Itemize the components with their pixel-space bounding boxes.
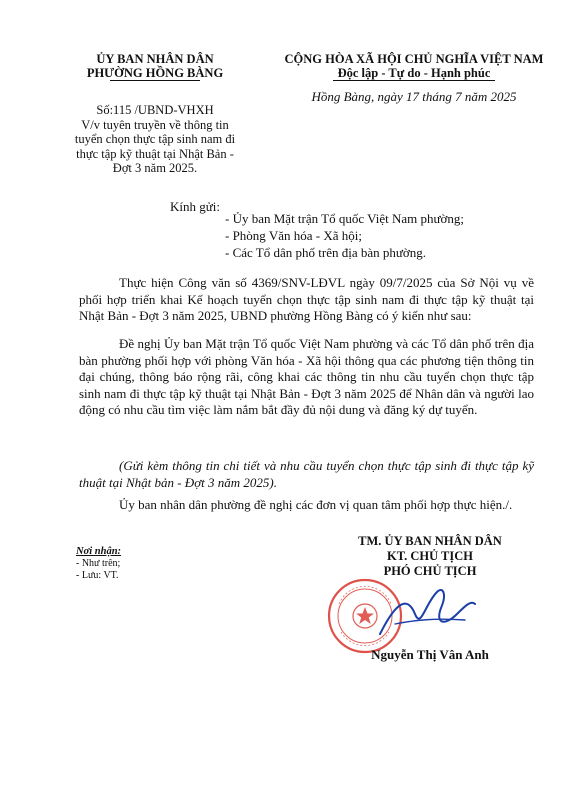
body-paragraph: Thực hiện Công văn số 4369/SNV-LĐVL ngày 09/7/2025 của Sở Nội vụ về phối hợp triển khai Kế hoạch tuyển chọn thực tập sinh nam đi thực tập kỹ thuật tại Nhật Bản - Đợt 3 năm 2025, UBND phường Hồng Bàng có ý kiến như sau:	[79, 275, 534, 323]
distribution-item: - Như trên;	[76, 558, 121, 569]
national-heading	[268, 52, 560, 80]
recipient-item: - Các Tổ dân phố trên địa bàn phường.	[225, 245, 427, 260]
body-paragraph: Đề nghị Ủy ban Mặt trận Tổ quốc Việt Nam phường và các Tổ dân phố trên địa bàn phường phối hợp với phòng Văn hóa - Xã hội thông qua các phương tiện thông tin đại chúng, thông báo rộng rãi, công khai các thông tin nhu cầu tuyển chọn thực tập sinh nam đi thực tập kỹ thuật tại Nhật Bản - Đợt 3 năm 2025 để Nhân dân và người lao động có nhu cầu tìm việc làm nắm bắt đầy đủ nội dung và đăng ký dự tuyển.	[79, 336, 534, 417]
distribution-item: - Lưu: VT.	[76, 570, 119, 581]
recipient-item: - Ủy ban Mặt trận Tổ quốc Việt Nam phường;	[225, 211, 465, 226]
signature-line3: PHÓ CHỦ TỊCH	[383, 564, 477, 578]
issue-date: Hồng Bàng, ngày 17 tháng 7 năm 2025	[311, 89, 517, 104]
org-name-line2: PHƯỜNG HỒNG BÀNG	[86, 66, 224, 80]
closing-paragraph: Ủy ban nhân dân phường đề nghị các đơn vị quan tâm phối hợp thực hiện./.	[119, 497, 513, 512]
signer-name: Nguyễn Thị Vân Anh	[371, 647, 489, 662]
org-name-line1: ỦY BAN NHÂN DÂN	[96, 52, 214, 66]
motto-underline	[333, 80, 495, 81]
recipient-item: - Phòng Văn hóa - Xã hội;	[225, 228, 362, 243]
distribution-title: Nơi nhận:	[76, 546, 122, 557]
signature-title-block	[330, 534, 530, 579]
document-number: Số:115 /UBND-VHXH	[96, 103, 214, 117]
org-underline	[110, 80, 200, 81]
official-seal-and-signature	[325, 574, 485, 654]
national-motto: Độc lập - Tự do - Hạnh phúc	[337, 66, 491, 80]
signature-line2: KT. CHỦ TỊCH	[386, 549, 473, 563]
subject-line: thực tập kỹ thuật tại Nhật Bản -	[76, 146, 234, 161]
distribution-list	[76, 546, 121, 582]
signature-line1: TM. ỦY BAN NHÂN DÂN	[358, 534, 502, 548]
attachment-note: (Gửi kèm thông tin chi tiết và nhu cầu tuyển chọn thực tập sinh đi thực tập kỹ thuật tại Nhật bản - Đợt 3 năm 2025).	[79, 458, 534, 490]
nation-title: CỘNG HÒA XÃ HỘI CHỦ NGHĨA VIỆT NAM	[284, 52, 544, 66]
subject-line: V/v tuyên truyền về thông tin	[81, 117, 229, 132]
issuing-organization	[60, 52, 250, 80]
recipients-label: Kính gửi:	[170, 199, 221, 214]
subject-line: tuyển chọn thực tập sinh nam đi	[74, 132, 236, 146]
document-reference	[60, 103, 250, 176]
subject-line: Đợt 3 năm 2025.	[112, 161, 198, 175]
